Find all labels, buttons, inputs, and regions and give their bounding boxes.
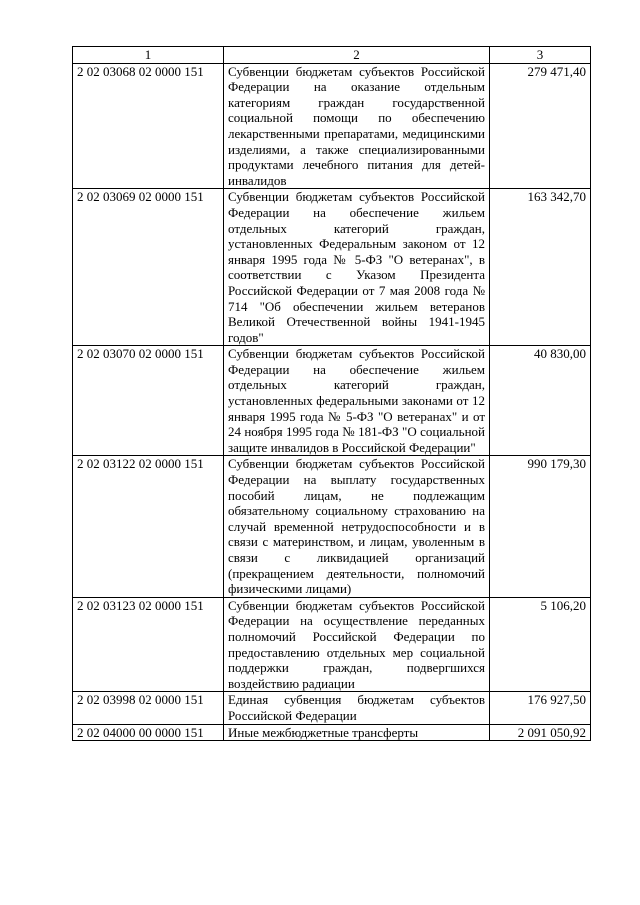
budget-amount: 990 179,30	[490, 456, 591, 597]
budget-amount: 2 091 050,92	[490, 724, 591, 741]
column-header-2: 2	[224, 47, 490, 64]
budget-amount: 163 342,70	[490, 189, 591, 346]
budget-amount: 176 927,50	[490, 692, 591, 724]
budget-item-name: Субвенции бюджетам субъектов Российской Федерации на обеспечение жильем отдельных категорий граждан, установленных федеральными законами от 12 января 1995 года № 5-ФЗ "О ветеранах" и от 24 ноября 1995 года № 181-ФЗ "О социальной защите инвалидов в Российской Федерации"	[224, 346, 490, 456]
budget-item-name: Субвенции бюджетам субъектов Российской Федерации на обеспечение жильем отдельных категорий граждан, установленных Федеральным законом от 12 января 1995 года № 5-ФЗ "О ветеранах", в соответствии с Указом Президента Российской Федерации от 7 мая 2008 года № 714 "Об обеспечении жильем ветеранов Великой Отечественной войны 1941-1945 годов"	[224, 189, 490, 346]
table-row	[73, 346, 591, 456]
table-header-row	[73, 47, 591, 64]
budget-table	[72, 46, 591, 741]
table-row	[73, 456, 591, 597]
table-row	[73, 597, 591, 692]
budget-item-name: Единая субвенция бюджетам субъектов Российской Федерации	[224, 692, 490, 724]
budget-code: 2 02 03123 02 0000 151	[73, 597, 224, 692]
budget-item-name: Субвенции бюджетам субъектов Российской Федерации на оказание отдельным категориям граждан государственной социальной помощи по обеспечению лекарственными препаратами, медицинскими изделиями, а также специализированными продуктами лечебного питания для детей-инвалидов	[224, 63, 490, 189]
budget-amount: 40 830,00	[490, 346, 591, 456]
budget-item-name: Субвенции бюджетам субъектов Российской Федерации на осуществление переданных полномочий Российской Федерации по предоставлению отдельных мер социальной поддержки граждан, подвергшихся воздействию радиации	[224, 597, 490, 692]
column-header-1: 1	[73, 47, 224, 64]
budget-code: 2 02 03068 02 0000 151	[73, 63, 224, 189]
table-row	[73, 692, 591, 724]
budget-amount: 279 471,40	[490, 63, 591, 189]
budget-code: 2 02 03122 02 0000 151	[73, 456, 224, 597]
table-row	[73, 724, 591, 741]
budget-amount: 5 106,20	[490, 597, 591, 692]
budget-code: 2 02 04000 00 0000 151	[73, 724, 224, 741]
budget-item-name: Иные межбюджетные трансферты	[224, 724, 490, 741]
budget-item-name: Субвенции бюджетам субъектов Российской Федерации на выплату государственных пособий лицам, не подлежащим обязательному социальному страхованию на случай временной нетрудоспособности и в связи с материнством, и лицам, уволенным в связи с ликвидацией организаций (прекращением деятельности, полномочий физическими лицами)	[224, 456, 490, 597]
table-row	[73, 63, 591, 189]
table-row	[73, 189, 591, 346]
budget-code: 2 02 03069 02 0000 151	[73, 189, 224, 346]
budget-code: 2 02 03070 02 0000 151	[73, 346, 224, 456]
budget-code: 2 02 03998 02 0000 151	[73, 692, 224, 724]
column-header-3: 3	[490, 47, 591, 64]
